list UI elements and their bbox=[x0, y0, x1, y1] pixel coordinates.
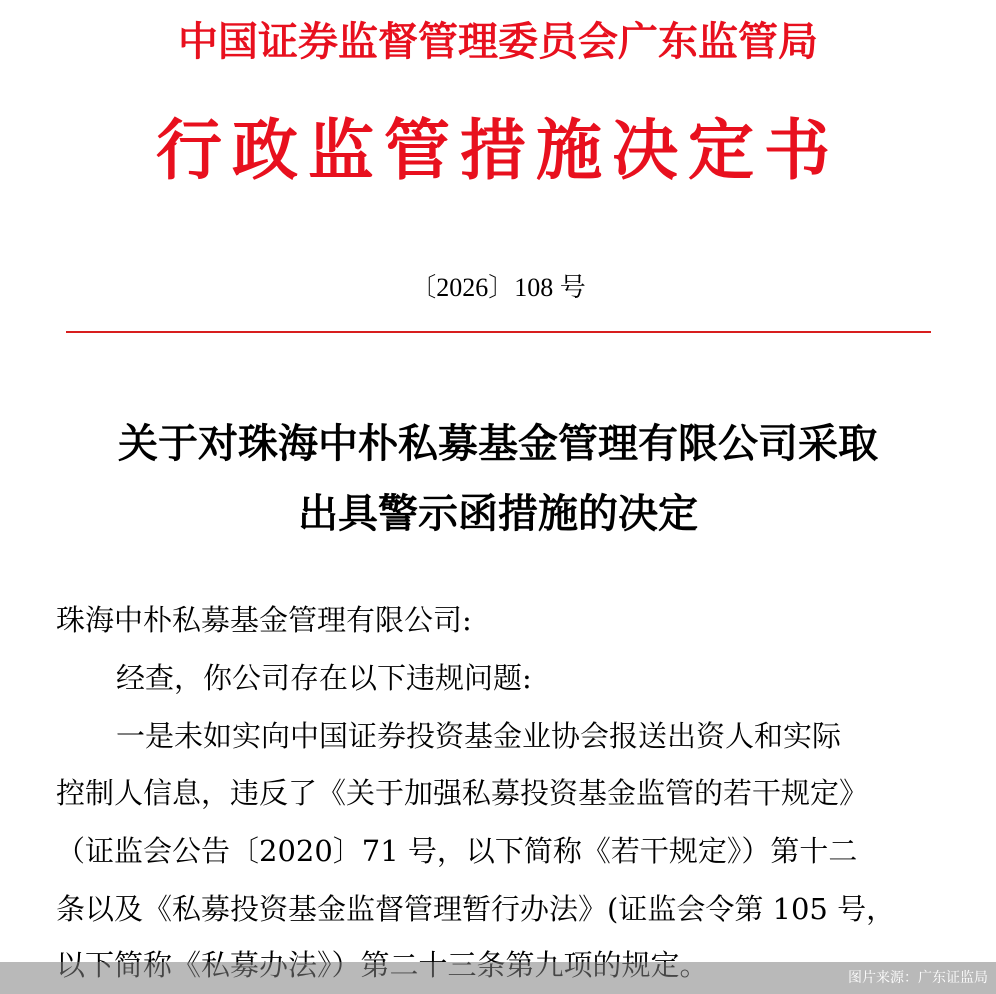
source-watermark-bar bbox=[0, 962, 996, 994]
source-watermark-text: 图片来源：广东证监局 bbox=[848, 970, 988, 986]
intro-paragraph: 经查，你公司存在以下违规问题: bbox=[116, 661, 532, 695]
document-type-title: 行政监管措施决定书 bbox=[156, 111, 840, 189]
red-divider-line bbox=[66, 331, 931, 333]
addressee: 珠海中朴私募基金管理有限公司: bbox=[56, 603, 472, 637]
document-number: 〔2026〕108 号 bbox=[410, 273, 586, 302]
paragraph-line: 条以及《私募投资基金监督管理暂行办法》(证监会令第 105 号， bbox=[56, 892, 896, 926]
paragraph-line: 控制人信息，违反了《关于加强私募投资基金监管的若干规定》 bbox=[56, 776, 869, 810]
subject-title-line-1: 关于对珠海中朴私募基金管理有限公司采取 bbox=[118, 420, 878, 467]
paragraph-line: （证监会公告〔2020〕71 号，以下简称《若干规定》）第十二 bbox=[56, 834, 858, 868]
paragraph-line: 一是未如实向中国证券投资基金业协会报送出资人和实际 bbox=[116, 719, 842, 753]
subject-title-line-2: 出具警示函措施的决定 bbox=[298, 490, 698, 537]
agency-title: 中国证券监督管理委员会广东监管局 bbox=[178, 18, 818, 65]
